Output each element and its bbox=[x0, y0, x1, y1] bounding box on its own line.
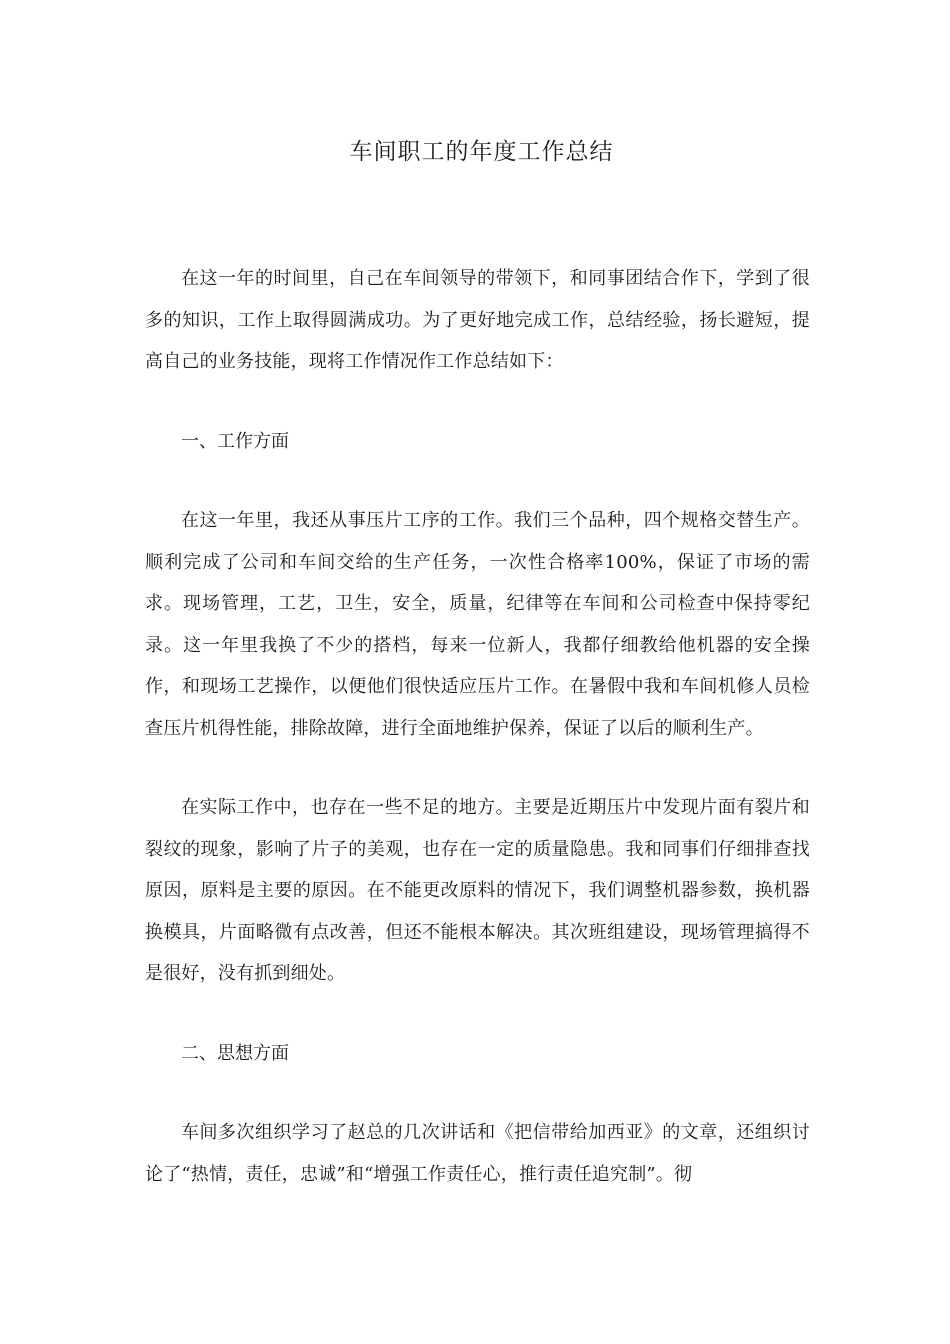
document-title: 车间职工的年度工作总结 bbox=[349, 139, 614, 165]
paragraph-work-achievements: 在这一年里，我还从事压片工序的工作。我们三个品种，四个规格交替生产。顺利完成了公司和车间交给的生产任务，一次性合格率100%，保证了市场的需求。现场管理，工艺，卫生，安全，质量，纪律等在车间和公司检查中保持零纪录。这一年里我换了不少的搭档，每来一位新人，我都仔细教给他机器的安全操作，和现场工艺操作，以便他们很快适应压片工作。在暑假中我和车间机修人员检查压片机得性能，排除故障，进行全面地维护保养，保证了以后的顺利生产。 bbox=[145, 510, 810, 739]
paragraph-work-shortcomings: 在实际工作中，也存在一些不足的地方。主要是近期压片中发现片面有裂片和裂纹的现象，影响了片子的美观，也存在一定的质量隐患。我和同事们仔细排查找原因，原料是主要的原因。在不能更改原料的情况下，我们调整机器参数，换机器换模具，片面略微有点改善，但还不能根本解决。其次班组建设，现场管理搞得不是很好，没有抓到细处。 bbox=[145, 797, 810, 984]
section-heading-thought: 二、思想方面 bbox=[181, 1042, 289, 1064]
section-heading-work: 一、工作方面 bbox=[181, 430, 289, 452]
paragraph-intro: 在这一年的时间里，自己在车间领导的带领下，和同事团结合作下，学到了很多的知识，工作上取得圆满成功。为了更好地完成工作，总结经验，扬长避短，提高自己的业务技能，现将工作情况作工作总结如下： bbox=[145, 268, 810, 372]
paragraph-thought: 车间多次组织学习了赵总的几次讲话和《把信带给加西亚》的文章，还组织讨论了“热情，责任，忠诚”和“增强工作责任心，推行责任追究制”。彻 bbox=[145, 1122, 810, 1185]
document-body bbox=[145, 258, 810, 1195]
